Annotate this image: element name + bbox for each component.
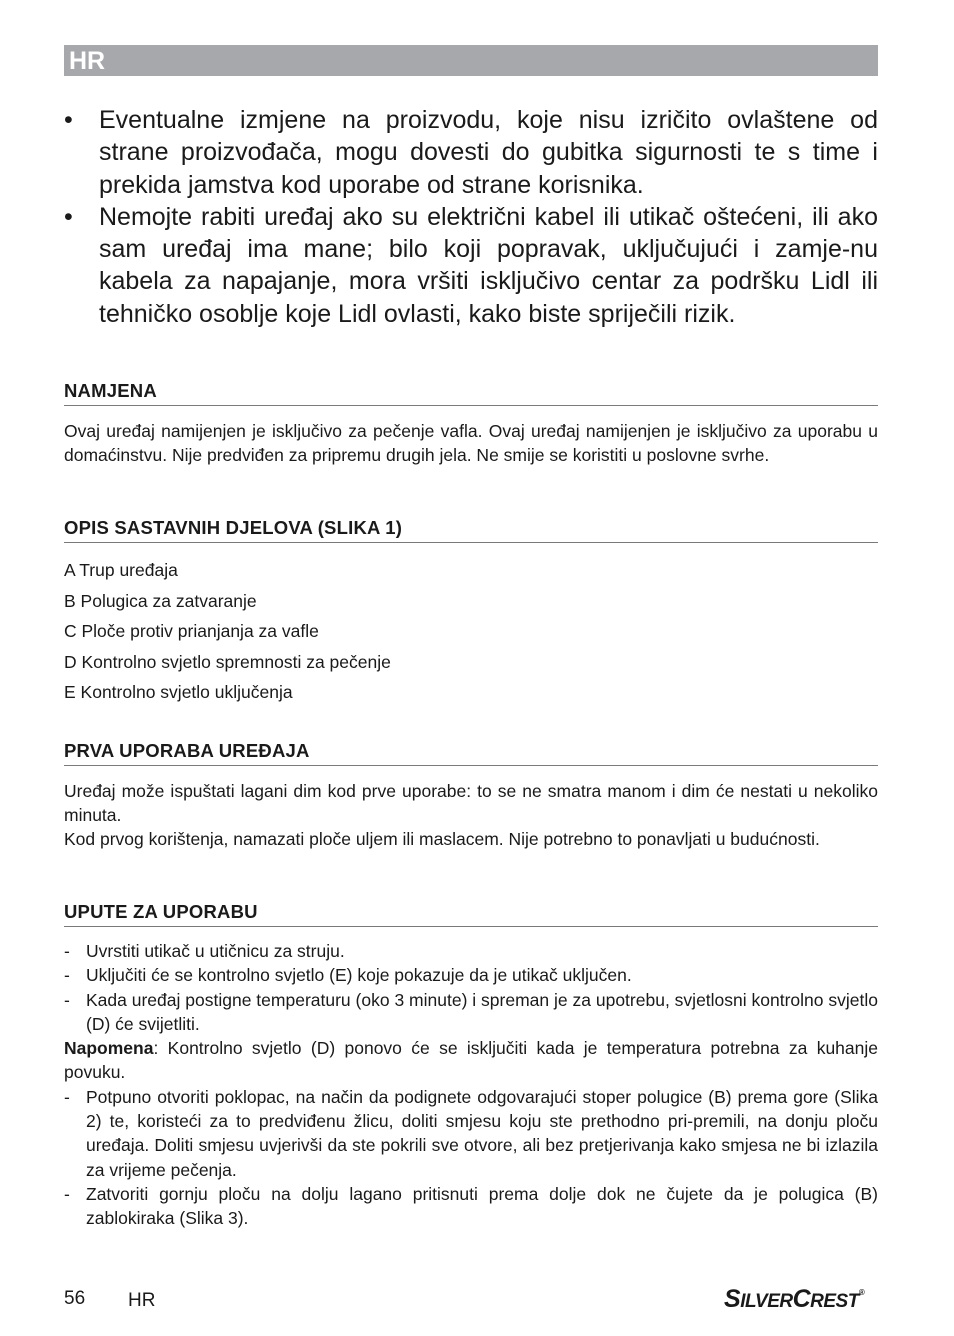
instruction-text: Zatvoriti gornju ploču na dolju lagano pritisnuti prema dolje dok ne čujete da je polugica (B) zablokiraka (Slika 3). [86,1183,878,1229]
dash: - [64,989,70,1010]
note-text: : Kontrolno svjetlo (D) ponovo će se isključiti kada je temperatura potrebna za kuhanje povuku. [64,1038,878,1083]
section-title-prva-uporaba: PRVA UPORABA UREĐAJA [64,740,878,766]
instruction-item [64,963,878,987]
section-title-namjena: NAMJENA [64,380,878,406]
note [64,1036,878,1085]
warning-item [64,201,878,330]
part-item: A Trup uređaja [64,560,178,580]
warning-text: Nemojte rabiti uređaj ako su električni kabel ili utikač oštećeni, ili ako sam uređaj ima mane; bilo koji popravak, uključujući i zamje-nu kabela za napajanje, mora vršiti isključivo centar za podršku Lidl ili tehničko osoblje koje Lidl ovlasti, kako biste spriječili rizik. [99,202,878,328]
part-item: B Polugica za zatvaranje [64,590,257,611]
parts-list [64,555,878,708]
instruction-item [64,1182,878,1231]
instruction-text: Potpuno otvoriti poklopac, na način da podignete odgovarajući stoper polugice (B) prema gore (Slika 2) te, koristeći za to predviđenu žlicu, doliti smjesu koju ste prethodno pri-premili, na donju ploču uređaja. Doliti smjesu uvjerivši da ste pokrili sve otvore, ali bez pretjerivanja kako smjesa ne bi izlazila za vrijeme pečenja. [86,1086,878,1180]
instruction-item [64,1085,878,1182]
language-label: HR [69,47,106,75]
part-item: E Kontrolno svjetlo uključenja [64,682,293,703]
bullet: • [64,106,73,134]
warning-text: Eventualne izmjene na proizvodu, koje nisu izričito ovlaštene od strane proizvođača, mogu dovesti do gubitka sigurnosti te s time i prekida jamstva kod uporabe od strane korisnika. [99,106,878,199]
footer-language: HR [128,1290,156,1311]
section-title-upute: UPUTE ZA UPORABU [64,901,878,927]
page-number: 56 [64,1288,86,1309]
brand-logo: SILVERCREST® [724,1285,865,1313]
prva-paragraph-1: Uređaj može ispuštati lagani dim kod prve uporabe: to se ne smatra manom i dim će nestati u nekoliko minuta. [64,781,878,826]
language-header-bar [64,45,878,76]
dash: - [64,941,70,961]
section-title-opis: OPIS SASTAVNIH DJELOVA (SLIKA 1) [64,517,878,543]
bullet: • [64,202,73,231]
instruction-text: Kada uređaj postigne temperaturu (oko 3 minute) i spreman je za upotrebu, svjetlosni kontrolno svjetlo (D) će svijetliti. [86,989,878,1034]
instruction-item [64,988,878,1037]
part-item: D Kontrolno svjetlo spremnosti za pečenje [64,651,391,672]
dash: - [64,1086,70,1107]
instruction-text: Uključiti će se kontrolno svjetlo (E) koje pokazuje da je utikač uključen. [86,965,632,986]
instruction-text: Uvrstiti utikač u utičnicu za struju. [86,941,345,961]
warning-item [64,104,878,201]
warning-list [64,104,878,330]
note-label: Napomena [64,1038,154,1059]
namjena-text: Ovaj uređaj namijenjen je isključivo za pečenje vafla. Ovaj uređaj namijenjen je isključivo za uporabu u domaćinstvu. Nije predviđen za pripremu drugih jela. Ne smije se koristiti u poslovne svrhe. [64,421,878,466]
dash: - [64,1183,70,1204]
part-item: C Ploče protiv prianjanja za vafle [64,621,319,642]
dash: - [64,965,70,986]
prva-paragraph-2: Kod prvog korištenja, namazati ploče uljem ili maslacem. Nije potrebno to ponavljati u budućnosti. [64,829,820,849]
instruction-item [64,939,878,963]
usage-instructions [64,939,878,1231]
